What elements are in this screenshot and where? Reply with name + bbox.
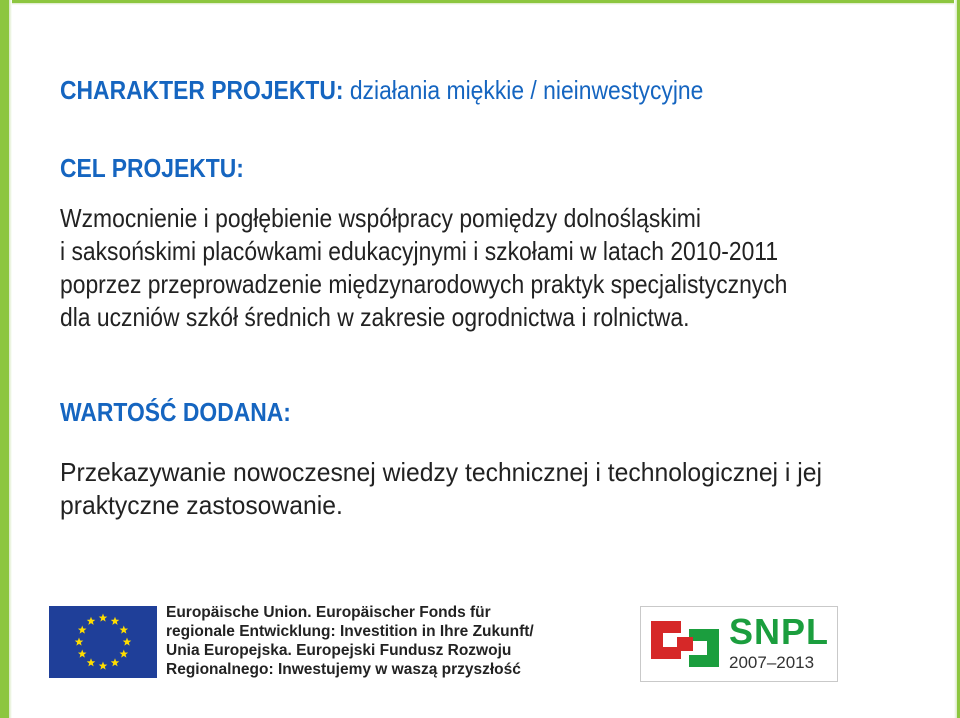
eu-caption-line: Unia Europejska. Europejski Fundusz Rozwoju <box>166 642 512 659</box>
added-value-line: praktyczne zastosowanie. <box>60 490 343 520</box>
project-type-line <box>60 72 703 108</box>
added-value-line: Przekazywanie nowoczesnej wiedzy technicznej i technologicznej i jej <box>60 457 822 487</box>
eu-star-icon <box>78 626 87 634</box>
snpl-logo <box>640 606 838 682</box>
project-type-label: CHARAKTER PROJEKTU: <box>60 75 344 105</box>
goal-line: Wzmocnienie i pogłębienie współpracy pomiędzy dolnośląskimi <box>60 203 701 233</box>
goal-label: CEL PROJEKTU: <box>60 153 244 183</box>
goal-line: i saksońskimi placówkami edukacyjnymi i szkołami w latach 2010-2011 <box>60 236 779 266</box>
eu-star-icon <box>78 650 87 658</box>
goal-text <box>60 202 887 334</box>
goal-line: dla uczniów szkół średnich w zakresie ogrodnictwa i rolnictwa. <box>60 302 690 332</box>
eu-star-icon <box>87 617 96 625</box>
eu-star-icon <box>111 658 120 666</box>
frame-right <box>954 0 960 718</box>
eu-star-icon <box>111 617 120 625</box>
eu-star-icon <box>75 638 84 646</box>
eu-fund-caption <box>166 603 534 679</box>
eu-flag-logo <box>49 606 157 678</box>
project-type-value: działania miękkie / nieinwestycyjne <box>349 75 704 105</box>
added-value-label: WARTOŚĆ DODANA: <box>60 397 291 427</box>
snpl-title: SNPL <box>729 611 830 652</box>
frame-top <box>0 0 960 5</box>
snpl-years: 2007–2013 <box>729 653 815 672</box>
eu-star-icon <box>99 662 108 670</box>
goal-heading <box>60 150 244 186</box>
eu-star-icon <box>120 626 129 634</box>
eu-caption-line: Europäische Union. Europäischer Fonds für <box>166 604 491 621</box>
eu-star-icon <box>123 638 132 646</box>
goal-line: poprzez przeprowadzenie międzynarodowych praktyk specjalistycznych <box>60 269 788 299</box>
eu-star-icon <box>99 614 108 622</box>
added-value-text <box>60 456 862 522</box>
eu-stars-icon <box>49 606 157 678</box>
eu-caption-line: Regionalnego: Inwestujemy w waszą przyszłość <box>166 661 521 678</box>
frame-left <box>0 0 12 718</box>
snpl-emblem-icon <box>643 607 727 681</box>
added-value-heading <box>60 394 291 430</box>
eu-star-icon <box>120 650 129 658</box>
eu-caption-line: regionale Entwicklung: Investition in Ihre Zukunft/ <box>166 623 534 640</box>
eu-star-icon <box>87 658 96 666</box>
